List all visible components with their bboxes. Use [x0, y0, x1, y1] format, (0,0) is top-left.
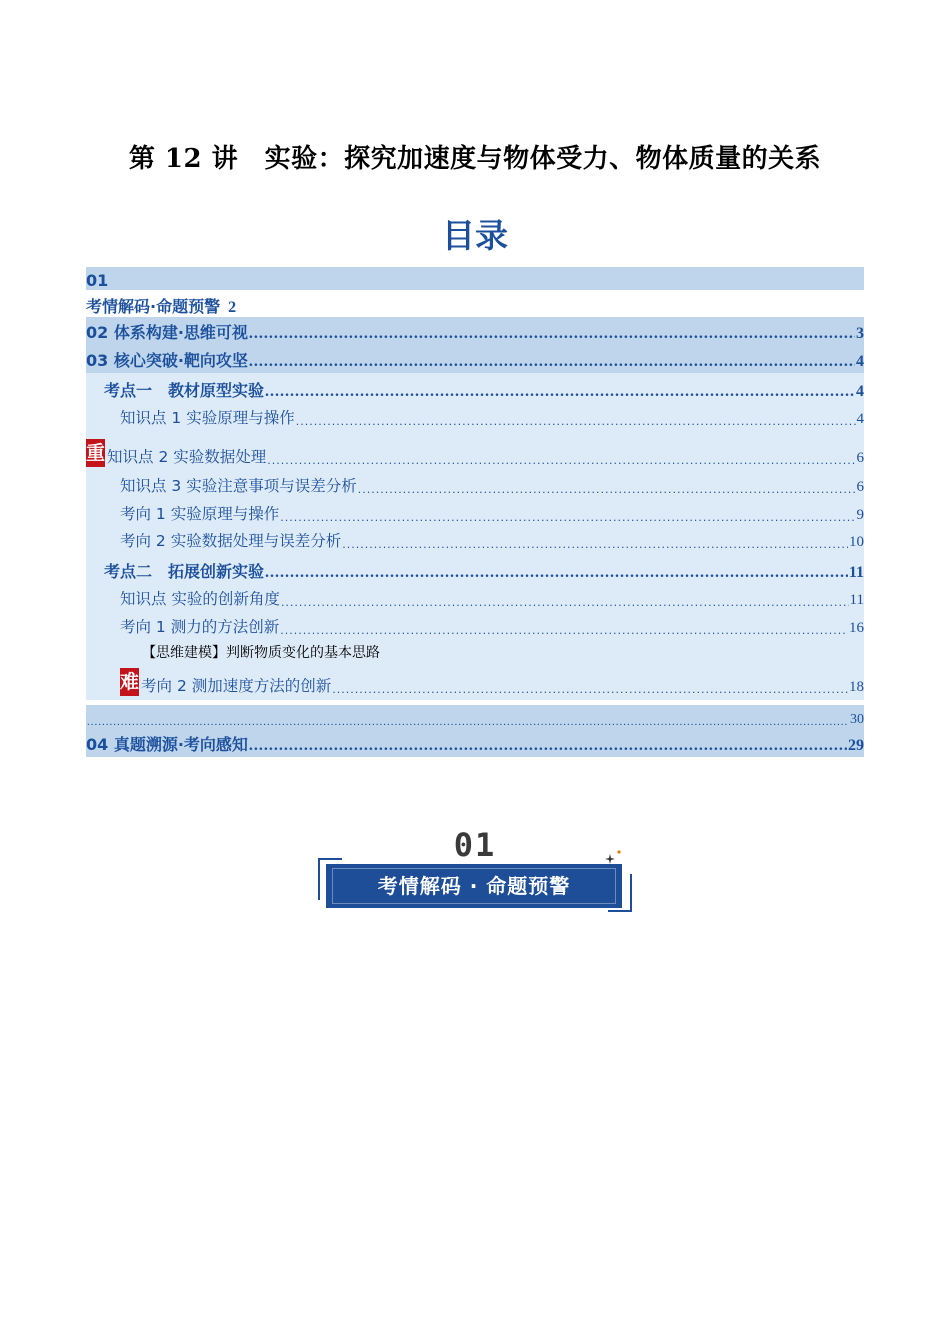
toc-page-number: 9 [856, 507, 864, 523]
toc-row-zhishidian-2[interactable] [86, 431, 864, 471]
toc-item-title: 考向 1 实验原理与操作 [120, 505, 280, 523]
section-banner-number: 01 [453, 826, 497, 864]
toc-row-thinking-model[interactable] [86, 640, 864, 665]
toc-item-title: 考向 1 测力的方法创新 [120, 618, 280, 636]
toc-section-title: 03 核心突破·靶向攻坚 [86, 351, 248, 370]
toc-item-title: 考向 2 测加速度方法的创新 [141, 677, 332, 695]
toc-page-number: 6 [856, 479, 864, 495]
toc-section-title: 02 体系构建·思维可视 [86, 323, 248, 342]
toc-row-kaoxiang-2[interactable] [86, 527, 864, 554]
toc-leader [249, 737, 847, 755]
toc-page-number: 10 [849, 534, 864, 550]
toc-row-kaodian-1[interactable] [86, 373, 864, 403]
toc-page-number: 4 [856, 353, 864, 370]
toc-item-title: 考向 2 实验数据处理与误差分析 [120, 532, 342, 550]
toc-page-number: 4 [856, 383, 864, 400]
key-point-badge: 重 [86, 439, 105, 467]
toc-page-number: 11 [848, 564, 864, 581]
toc-page-number: 2 [228, 299, 237, 316]
toc-row-04[interactable] [86, 731, 864, 757]
toc-row-kaoxiang-1[interactable] [86, 499, 864, 527]
toc-row-kaoxiang-force[interactable] [86, 612, 864, 640]
toc-page-number: 29 [848, 737, 864, 754]
section-banner-title: 考情解码 · 命题预警 [326, 864, 622, 908]
toc-page-number: 16 [849, 620, 864, 636]
toc-row-untitled[interactable] [86, 705, 864, 731]
toc-section-title: 考情解码·命题预警 [86, 297, 221, 316]
toc-kaodian-title: 考点二 拓展创新实验 [104, 562, 265, 581]
toc-section-number: 01 [86, 271, 109, 290]
toc-leader [265, 564, 848, 582]
document-title: 第 12 讲 实验：探究加速度与物体受力、物体质量的关系 [128, 144, 822, 174]
toc-row-zhishidian-innovation[interactable] [86, 584, 864, 612]
toc-item-title: 知识点 2 实验数据处理 [107, 448, 267, 466]
toc-row-01[interactable] [86, 290, 864, 317]
toc-item-title: 【思维建模】判断物质变化的基本思路 [142, 645, 380, 661]
toc-leader [249, 353, 855, 371]
toc-page-number: 11 [849, 592, 864, 608]
toc-leader [332, 683, 848, 696]
toc-item-title: 知识点 3 实验注意事项与误差分析 [120, 477, 357, 495]
toc-page-number: 18 [849, 679, 864, 695]
table-of-contents [86, 267, 864, 757]
toc-row-02[interactable] [86, 317, 864, 343]
toc-leader [342, 538, 848, 551]
toc-leader [265, 383, 855, 401]
section-banner [316, 824, 634, 916]
toc-leader [87, 716, 849, 728]
toc-page-number: 6 [856, 450, 864, 466]
toc-page-number: 30 [850, 712, 864, 727]
difficult-point-badge: 难 [120, 668, 139, 696]
toc-item-title: 知识点 1 实验原理与操作 [120, 409, 295, 427]
toc-leader [281, 596, 849, 609]
toc-row-03[interactable] [86, 343, 864, 373]
toc-leader [280, 624, 848, 637]
toc-row-kaodian-2[interactable] [86, 554, 864, 584]
toc-leader [280, 511, 855, 524]
toc-leader [358, 483, 856, 496]
toc-page-number: 3 [856, 325, 864, 342]
toc-row-01-number[interactable] [86, 267, 864, 290]
toc-leader [249, 325, 855, 343]
toc-row-zhishidian-3[interactable] [86, 471, 864, 499]
toc-section-title: 04 真题溯源·考向感知 [86, 735, 248, 754]
toc-row-zhishidian-1[interactable] [86, 403, 864, 431]
toc-page-number: 4 [856, 411, 864, 427]
toc-leader [296, 415, 856, 428]
toc-kaodian-title: 考点一 教材原型实验 [104, 381, 265, 400]
toc-leader [267, 454, 855, 467]
toc-row-kaoxiang-acceleration[interactable] [86, 665, 864, 700]
toc-item-title: 知识点 实验的创新角度 [120, 590, 280, 608]
toc-heading: 目录 [442, 216, 508, 255]
